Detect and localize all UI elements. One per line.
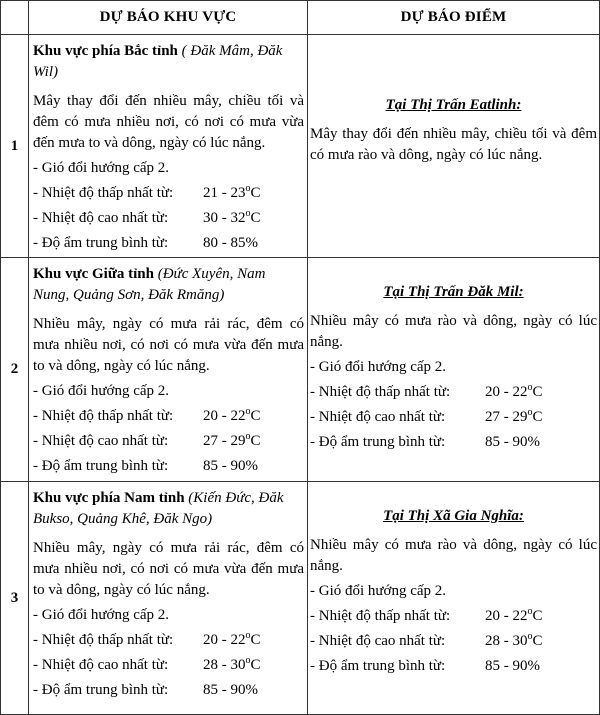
point-title: Tại Thị Xã Gia Nghĩa: bbox=[383, 508, 524, 524]
region-name: Khu vực phía Bắc tỉnh bbox=[33, 43, 178, 59]
min-temp-line bbox=[33, 628, 304, 653]
min-temp-label: - Nhiệt độ thấp nhất từ: bbox=[33, 632, 174, 648]
wind-line: - Gió đổi hướng cấp 2. bbox=[310, 359, 447, 375]
wind-line: - Gió đổi hướng cấp 2. bbox=[33, 607, 170, 623]
min-temp-value: 20 - 22$^o$C bbox=[485, 382, 543, 400]
row-number: 3 bbox=[0, 482, 29, 715]
min-temp-line bbox=[310, 604, 597, 629]
region-name: Khu vực Giữa tỉnh bbox=[33, 266, 154, 282]
max-temp-line bbox=[33, 206, 304, 231]
humidity-value: 85 - 90% bbox=[203, 682, 258, 698]
humidity-line bbox=[33, 231, 304, 256]
humidity-value: 85 - 90% bbox=[203, 458, 258, 474]
min-temp-label: - Nhiệt độ thấp nhất từ: bbox=[310, 608, 451, 624]
region-forecast-central bbox=[29, 258, 308, 482]
point-description: Mây thay đổi đến nhiều mây, chiều tối và đêm có mưa rào và dông, ngày có lúc nắng. bbox=[310, 126, 597, 163]
humidity-label: - Độ ẩm trung bình từ: bbox=[33, 682, 169, 698]
region-areas: ( Đăk Mâm, Đăk Wil) bbox=[33, 43, 283, 80]
point-forecast-gia-nghia bbox=[308, 482, 600, 715]
header-region: DỰ BÁO KHU VỰC bbox=[29, 0, 308, 35]
humidity-value: 80 - 85% bbox=[203, 235, 258, 251]
region-areas: (Đức Xuyên, Nam Nung, Quảng Sơn, Đăk Rmăng) bbox=[33, 266, 266, 303]
region-areas: (Kiến Đức, Đăk Bukso, Quảng Khê, Đăk Ngo) bbox=[33, 490, 284, 527]
region-name: Khu vực phía Nam tỉnh bbox=[33, 490, 185, 506]
header-number-cell bbox=[0, 0, 29, 35]
max-temp-value: 27 - 29$^o$C bbox=[203, 431, 261, 449]
min-temp-value: 20 - 22$^o$C bbox=[485, 606, 543, 624]
humidity-label: - Độ ẩm trung bình từ: bbox=[310, 434, 446, 450]
humidity-line bbox=[33, 678, 304, 703]
point-title: Tại Thị Trấn Eatlinh: bbox=[385, 97, 522, 113]
row-number: 1 bbox=[0, 35, 29, 258]
region-title bbox=[33, 41, 304, 83]
max-temp-value: 28 - 30$^o$C bbox=[203, 655, 261, 673]
humidity-label: - Độ ẩm trung bình từ: bbox=[33, 235, 169, 251]
min-temp-label: - Nhiệt độ thấp nhất từ: bbox=[310, 384, 451, 400]
max-temp-value: 30 - 32$^o$C bbox=[203, 208, 261, 226]
region-forecast-south bbox=[29, 482, 308, 715]
point-description: Nhiều mây có mưa rào và dông, ngày có lúc nắng. bbox=[310, 537, 597, 574]
wind-line: - Gió đổi hướng cấp 2. bbox=[33, 160, 170, 176]
max-temp-line bbox=[310, 405, 597, 430]
region-description: Mây thay đổi đến nhiều mây, chiều tối và đêm có mưa nhiều nơi, có nơi có mưa vừa đến mưa to và dông, ngày có lúc nắng. bbox=[33, 93, 304, 151]
humidity-line bbox=[33, 454, 304, 479]
max-temp-line bbox=[310, 629, 597, 654]
min-temp-line bbox=[33, 404, 304, 429]
point-description: Nhiều mây có mưa rào và dông, ngày có lúc nắng. bbox=[310, 313, 597, 350]
region-title bbox=[33, 488, 304, 530]
min-temp-value: 20 - 22$^o$C bbox=[203, 630, 261, 648]
max-temp-value: 28 - 30$^o$C bbox=[485, 631, 543, 649]
max-temp-label: - Nhiệt độ cao nhất từ: bbox=[310, 409, 446, 425]
max-temp-line bbox=[33, 429, 304, 454]
max-temp-label: - Nhiệt độ cao nhất từ: bbox=[33, 433, 169, 449]
max-temp-value: 27 - 29$^o$C bbox=[485, 407, 543, 425]
max-temp-label: - Nhiệt độ cao nhất từ: bbox=[33, 210, 169, 226]
min-temp-label: - Nhiệt độ thấp nhất từ: bbox=[33, 408, 174, 424]
min-temp-value: 20 - 22$^o$C bbox=[203, 406, 261, 424]
point-forecast-eatlinh bbox=[308, 35, 600, 258]
humidity-value: 85 - 90% bbox=[485, 434, 540, 450]
header-point: DỰ BÁO ĐIỂM bbox=[308, 0, 600, 35]
humidity-label: - Độ ẩm trung bình từ: bbox=[33, 458, 169, 474]
region-description: Nhiều mây, ngày có mưa rải rác, đêm có mưa nhiều nơi, có nơi có mưa vừa đến mưa to và dông, ngày có lúc nắng. bbox=[33, 316, 304, 374]
max-temp-label: - Nhiệt độ cao nhất từ: bbox=[310, 633, 446, 649]
wind-line: - Gió đổi hướng cấp 2. bbox=[310, 583, 447, 599]
min-temp-line bbox=[33, 181, 304, 206]
wind-line: - Gió đổi hướng cấp 2. bbox=[33, 383, 170, 399]
humidity-value: 85 - 90% bbox=[485, 658, 540, 674]
max-temp-label: - Nhiệt độ cao nhất từ: bbox=[33, 657, 169, 673]
row-number: 2 bbox=[0, 258, 29, 482]
region-title bbox=[33, 264, 304, 306]
humidity-label: - Độ ẩm trung bình từ: bbox=[310, 658, 446, 674]
point-forecast-dak-mil bbox=[308, 258, 600, 482]
min-temp-label: - Nhiệt độ thấp nhất từ: bbox=[33, 185, 174, 201]
min-temp-value: 21 - 23$^o$C bbox=[203, 183, 261, 201]
humidity-line bbox=[310, 430, 597, 455]
region-forecast-north bbox=[29, 35, 308, 258]
humidity-line bbox=[310, 654, 597, 679]
point-title: Tại Thị Trấn Đăk Mil: bbox=[383, 284, 524, 300]
min-temp-line bbox=[310, 380, 597, 405]
region-description: Nhiều mây, ngày có mưa rải rác, đêm có mưa nhiều nơi, có nơi có mưa vừa đến mưa to và dông, ngày có lúc nắng. bbox=[33, 540, 304, 598]
max-temp-line bbox=[33, 653, 304, 678]
